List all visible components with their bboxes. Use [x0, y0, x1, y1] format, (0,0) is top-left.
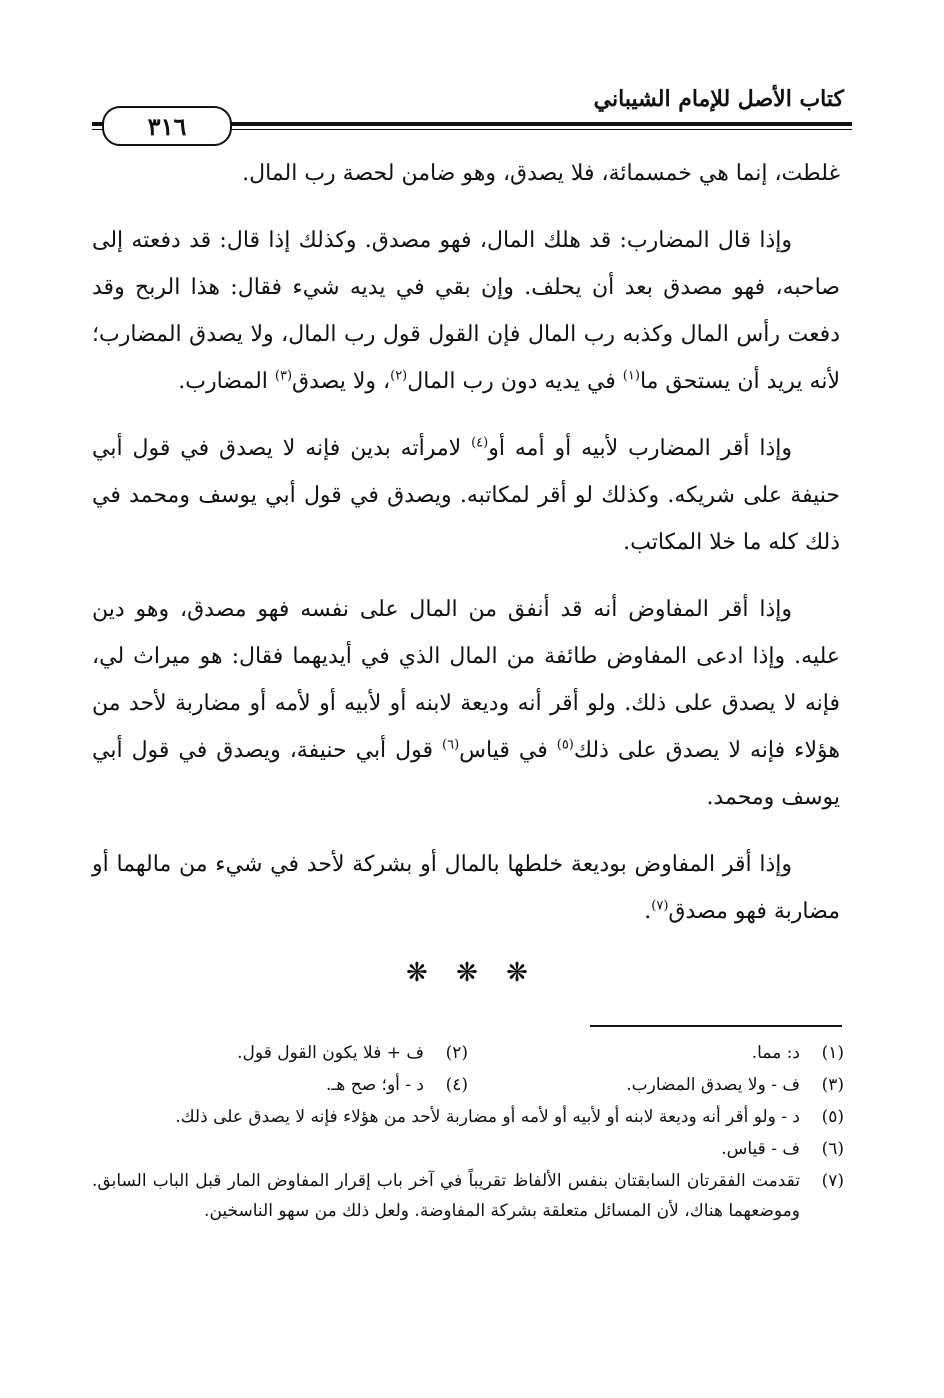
paragraph-1: غلطت، إنما هي خمسمائة، فلا يصدق، وهو ضامن لحصة رب المال.: [242, 161, 840, 186]
footnote-3: [468, 1070, 844, 1100]
footnote-4-number: (٤): [445, 1075, 468, 1095]
footnote-row-5: [92, 1102, 844, 1132]
footnote-7: [92, 1166, 844, 1226]
footnote-1-number: (١): [821, 1043, 844, 1063]
footnote-4: [92, 1070, 468, 1100]
footnote-5: [92, 1102, 844, 1132]
footnote-1-text: د: مما.: [751, 1043, 800, 1063]
main-text: [92, 150, 840, 955]
footnote-ref-4[interactable]: (٤): [471, 435, 489, 451]
paragraph-5-text-b: .: [644, 899, 652, 924]
footnote-3-number: (٣): [821, 1075, 844, 1095]
footnote-ref-1[interactable]: (١): [622, 368, 640, 384]
footnote-7-text: تقدمت الفقرتان السابقتان بنفس الألفاظ تقريباً في آخر باب إقرار المفاوض المار قبل الباب السابق. وموضعهما هناك، لأن المسائل متعلقة بشركة المفاوضة. ولعل ذلك من سهو الناسخين.: [92, 1171, 800, 1221]
footnote-2-text: ف + فلا يكون القول قول.: [237, 1043, 424, 1063]
paragraph-3: [92, 425, 840, 566]
running-header-title: كتاب الأصل للإمام الشيباني: [593, 86, 844, 112]
footnote-separator-rule: [590, 1025, 842, 1027]
footnote-6: [92, 1134, 844, 1164]
footnote-ref-7[interactable]: (٧): [651, 898, 669, 914]
footnote-2: [92, 1038, 468, 1068]
paragraph-5-text-a: وإذا أقر المفاوض بوديعة خلطها بالمال أو بشركة لأحد في شيء من مالهما أو مضاربة فهو مصدق: [92, 852, 840, 924]
footnote-4-text: د - أو؛ صح هـ.: [325, 1075, 424, 1095]
footnote-row-3-4: [92, 1070, 844, 1100]
paragraph-5: [92, 841, 840, 935]
page-number-badge: [102, 106, 232, 146]
footnote-1: [468, 1038, 844, 1068]
footnote-ref-5[interactable]: (٥): [556, 737, 574, 753]
footnote-row-6: [92, 1134, 844, 1164]
footnote-3-text: ف - ولا يصدق المضارب.: [626, 1075, 800, 1095]
paragraph-4: [92, 586, 840, 821]
paragraph-2-text-d: المضارب.: [178, 369, 275, 394]
footnote-ref-2[interactable]: (٢): [390, 368, 408, 384]
footnote-row-7: [92, 1166, 844, 1226]
paragraph-3-text-a: وإذا أقر المضارب لأبيه أو أمه أو: [488, 436, 793, 461]
page-number: ٣١٦: [147, 111, 187, 141]
paragraph-4-text-c: قول أبي حنيفة، ويصدق في قول أبي يوسف ومحمد.: [92, 738, 840, 810]
section-separator-stars: ❋ ❋ ❋: [406, 958, 538, 988]
footnote-7-number: (٧): [821, 1171, 844, 1191]
footnote-row-1-2: [92, 1038, 844, 1068]
footnote-5-text: د - ولو أقر أنه وديعة لابنه أو لأبيه أو لأمه أو مضاربة لأحد من هؤلاء فإنه لا يصدق على ذلك.: [175, 1107, 800, 1127]
footnote-ref-6[interactable]: (٦): [442, 737, 460, 753]
footnote-2-number: (٢): [445, 1043, 468, 1063]
paragraph-4-text-a: وإذا أقر المفاوض أنه قد أنفق من المال على نفسه فهو مصدق، وهو دين عليه. وإذا ادعى المفاوض طائفة من المال الذي في أيديهما فقال: هو ميراث لي، فإنه لا يصدق على ذلك. ولو أقر أنه وديعة لابنه أو لأبيه أو لأمه أو مضاربة لأحد من هؤلاء فإنه لا يصدق على ذلك: [92, 597, 840, 763]
footnotes: [92, 1038, 844, 1228]
footnote-5-number: (٥): [821, 1107, 844, 1127]
paragraph-3-text-b: لامرأته بدين فإنه لا يصدق في قول أبي حنيفة على شريكه. وكذلك لو أقر لمكاتبه. ويصدق في قول أبي يوسف ومحمد في ذلك كله ما خلا المكاتب.: [92, 436, 840, 555]
paragraph-2-text-b: في يديه دون رب المال: [407, 369, 623, 394]
paragraph-2-text-c: ، ولا يصدق: [292, 369, 391, 394]
paragraph-2-text-a: وإذا قال المضارب: قد هلك المال، فهو مصدق. وكذلك إذا قال: قد دفعته إلى صاحبه، فهو مصدق بعد أن يحلف. وإن بقي في يديه شيء فقال: هذا الربح وقد دفعت رأس المال وكذبه رب المال فإن القول قول رب المال، ولا يصدق المضارب؛ لأنه يريد أن يستحق ما: [92, 228, 840, 394]
paragraph-2: [92, 217, 840, 405]
footnote-ref-3[interactable]: (٣): [274, 368, 293, 384]
footnote-6-number: (٦): [821, 1139, 844, 1159]
footnote-6-text: ف - قياس.: [721, 1139, 800, 1159]
paragraph-4-text-b: في قياس: [459, 738, 557, 763]
